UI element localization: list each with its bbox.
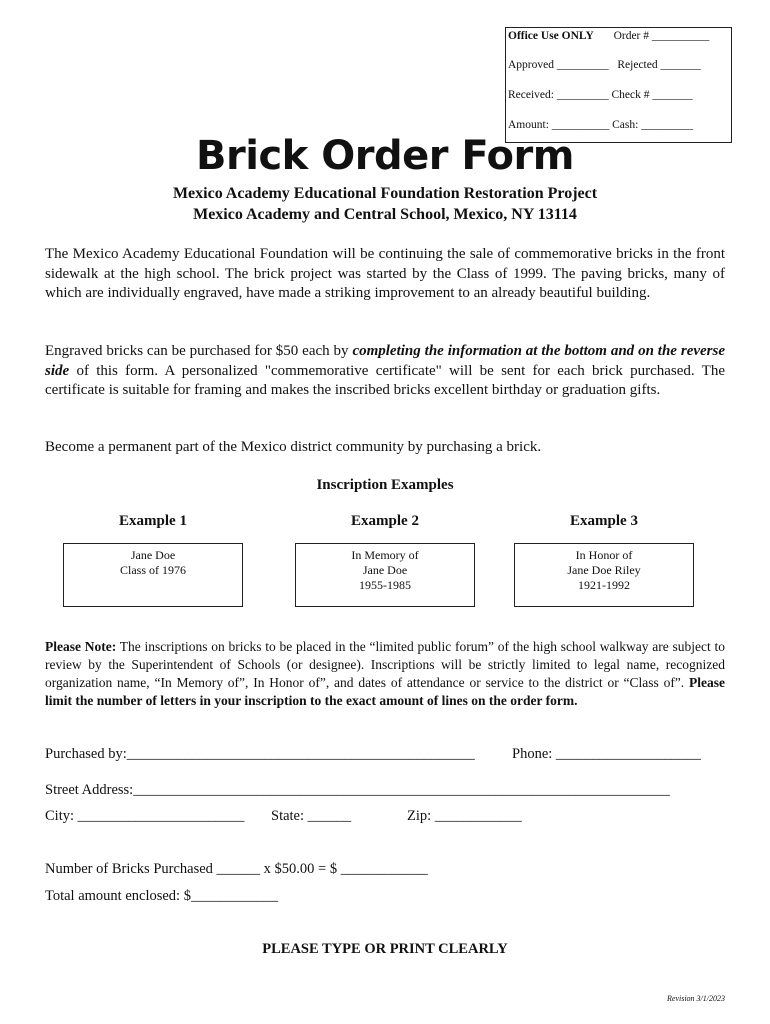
example-2-line-1: In Memory of [351,548,419,562]
example-3-line-2: Jane Doe Riley [567,563,641,577]
phone-field[interactable]: Phone: ____________________ [512,746,701,762]
engraved-text-1: Engraved bricks can be purchased for $50 each by [45,343,353,359]
engraved-emphasis: completing the information at the bottom and on the reverse side [45,343,726,379]
example-3-line-3: 1921-1992 [578,578,630,592]
please-note-bold: Please limit the number of letters in your inscription to the exact amount of lines on the order form. [45,675,725,708]
please-note-text: The inscriptions on bricks to be placed in the “limited public forum” of the high school walkway are subject to review by the Superintendent of Schools (or designee). Inscriptions will be strictly limited to legal name, recognized organization name, “In Memory of”, In Honor of”, and dates of attendance or service to the district or “Class of”. [45,639,725,690]
please-note-label: Please Note: [45,639,117,654]
state-field[interactable]: State: ______ [271,808,352,824]
please-note-paragraph [45,638,725,710]
engraved-paragraph [45,342,725,401]
office-row-1 [508,30,709,42]
zip-field[interactable]: Zip: ____________ [407,808,522,824]
example-3-line-1: In Honor of [575,548,633,562]
order-number-field: Order # __________ [613,30,710,42]
inscription-heading: Inscription Examples [316,477,454,493]
example-1-line-2: Class of 1976 [120,563,186,577]
example-2-box [295,543,475,607]
received-field: Received: _________ [508,89,609,101]
office-use-label: Office Use ONLY [508,30,594,42]
example-3-box [514,543,694,607]
example-2-line-3: 1955-1985 [359,578,411,592]
intro-paragraph: The Mexico Academy Educational Foundation will be continuing the sale of commemorative bricks in the front sidewalk at the high school. The brick project was started by the Class of 1999. The paving bricks, many of which are individually engraved, have made a striking improvement to an already beautiful building. [45,246,725,301]
example-1-label: Example 1 [119,513,187,529]
number-of-bricks-field[interactable]: Number of Bricks Purchased ______ x $50.00 = $ ____________ [45,861,428,877]
print-clearly-notice: PLEASE TYPE OR PRINT CLEARLY [262,941,508,957]
city-field[interactable]: City: _______________________ [45,808,245,824]
example-1-box [63,543,243,607]
rejected-field: Rejected _______ [617,59,701,71]
purchased-by-field[interactable]: Purchased by:________________________________________________ [45,746,475,762]
example-2-label: Example 2 [351,513,419,529]
approved-field: Approved _________ [508,59,609,71]
become-paragraph: Become a permanent part of the Mexico district community by purchasing a brick. [45,439,542,455]
subtitle-school: Mexico Academy and Central School, Mexico, NY 13114 [193,206,577,223]
office-row-4 [508,119,693,131]
example-3-label: Example 3 [570,513,638,529]
engraved-text-2: of this form. A personalized "commemorative certificate" will be sent for each brick purchased. The certificate is suitable for framing and makes the inscribed bricks excellent birthday or graduation gifts. [45,362,725,398]
example-2-line-2: Jane Doe [362,563,408,577]
office-row-3 [508,89,693,101]
amount-field: Amount: __________ [508,119,610,131]
example-1-line-1: Jane Doe [130,548,176,562]
office-row-2 [508,59,701,71]
check-field: Check # _______ [611,89,693,101]
page-title: Brick Order Form [196,133,574,179]
street-address-field[interactable]: Street Address:__________________________________________________________________________ [45,782,670,798]
total-amount-field[interactable]: Total amount enclosed: $____________ [45,888,278,904]
subtitle-project: Mexico Academy Educational Foundation Restoration Project [172,185,598,202]
cash-field: Cash: _________ [612,119,693,131]
revision-date: Revision 3/1/2023 [667,994,725,1003]
office-use-box [505,27,732,143]
